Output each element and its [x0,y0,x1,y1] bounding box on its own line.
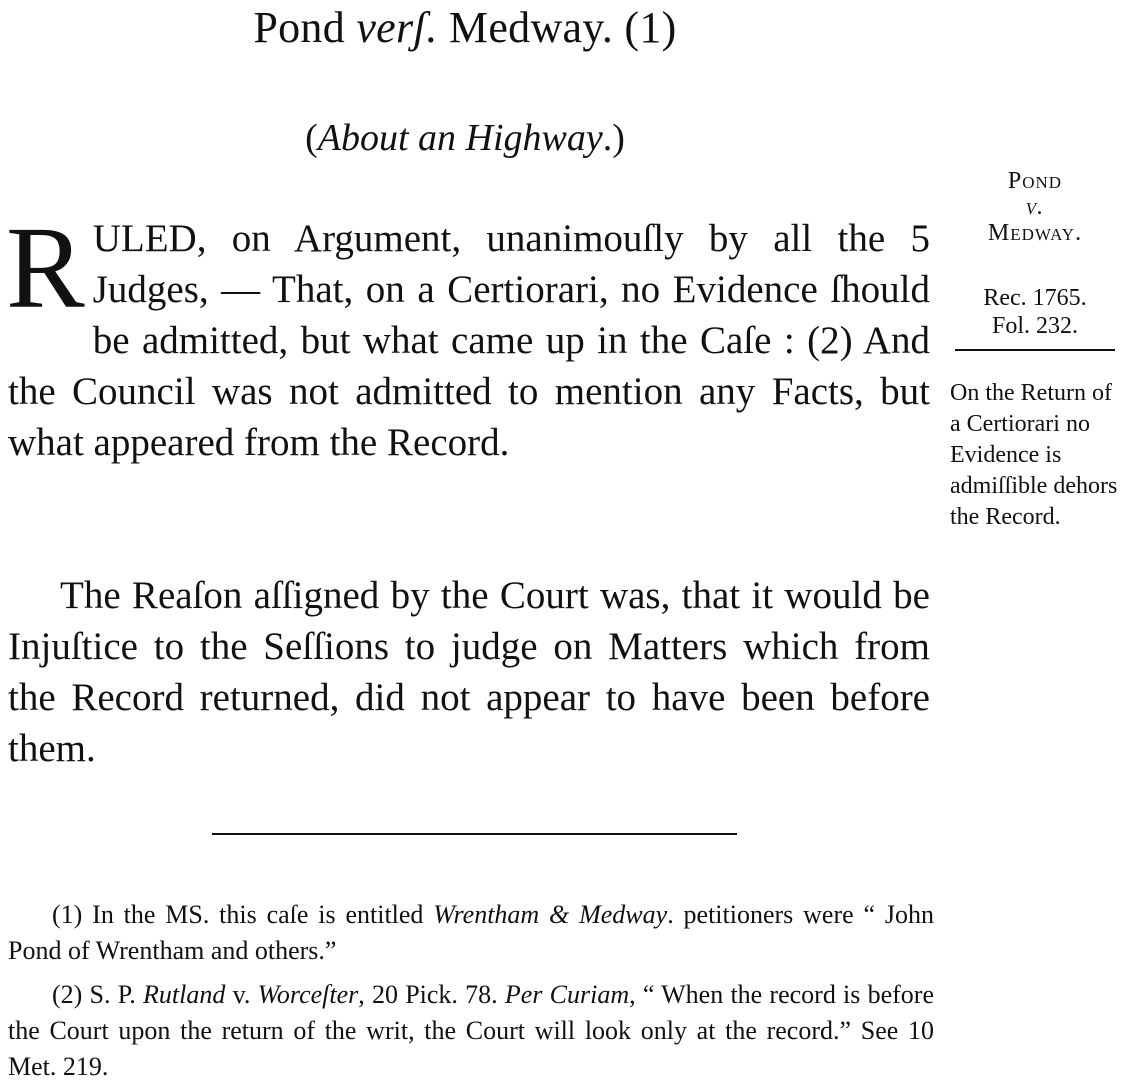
footnote-1 [8,897,934,969]
case-title-versus: verʃ. [356,3,438,52]
footnote-2-text-a: (2) S. P. [52,980,144,1009]
margin-record-reference [955,284,1115,340]
case-title-part2: Medway. (1) [437,3,677,52]
margin-case-name-bottom: Medway. [987,220,1083,246]
case-subtitle [0,118,930,158]
footnote-2-case-rutland: Rutland [143,980,226,1009]
footnote-1-text-a: (1) In the MS. this caſe is entitled [52,900,434,929]
ruling-text: ULED, on Argument, unanimouſly by all the 5 Judges, — That, on a Certiorari, no Evidence ſhould be admitted, but what came up in the Caſe : (2) And the Council was not admitted to mention any Facts, but what appeared from the Record. [8,217,930,464]
case-title-part1: Pond [253,3,357,52]
margin-case-name-v: v. [1025,194,1045,220]
footnote-2-text-d: , “ When the record is before the Court upon the return of the writ, the Court will look only at the record.” See 10 Met. 219. [8,980,935,1081]
footnote-2-text-b: v. [225,980,258,1009]
margin-divider [955,349,1115,351]
reason-paragraph [8,570,930,774]
footnote-1-text-b: . petitioners were “ John Pond of Wrentham and others.” [8,900,934,965]
footnote-2-text-c: , 20 Pick. 78. [358,980,505,1009]
margin-note: On the Return of a Certiorari no Evidence is admiſſible dehors the Record. [950,380,1118,530]
footnote-1-case-name: Wrentham & Medway [433,900,668,929]
margin-record-line2: Fol. 232. [991,313,1078,339]
footnote-separator [212,833,737,835]
subtitle-open-paren: ( [305,117,318,159]
ruling-paragraph [6,202,930,468]
footnote-2 [8,977,934,1085]
footnote-2-case-worcester: Worceſter [257,980,359,1009]
drop-cap: R [6,202,85,333]
margin-case-name [955,166,1115,248]
margin-record-line1: Rec. 1765. [983,285,1087,311]
subtitle-text: About an Highway [317,117,603,159]
margin-case-name-top: Pond [1007,168,1063,194]
reason-text: The Reaſon aſſigned by the Court was, that it would be Injuſtice to the Seſſions to judge on Matters which from the Record returned, did not appear to have been before them. [8,574,930,770]
subtitle-close-paren: .) [602,117,625,159]
case-title [0,3,930,52]
footnote-2-per-curiam: Per Curiam [504,980,630,1009]
